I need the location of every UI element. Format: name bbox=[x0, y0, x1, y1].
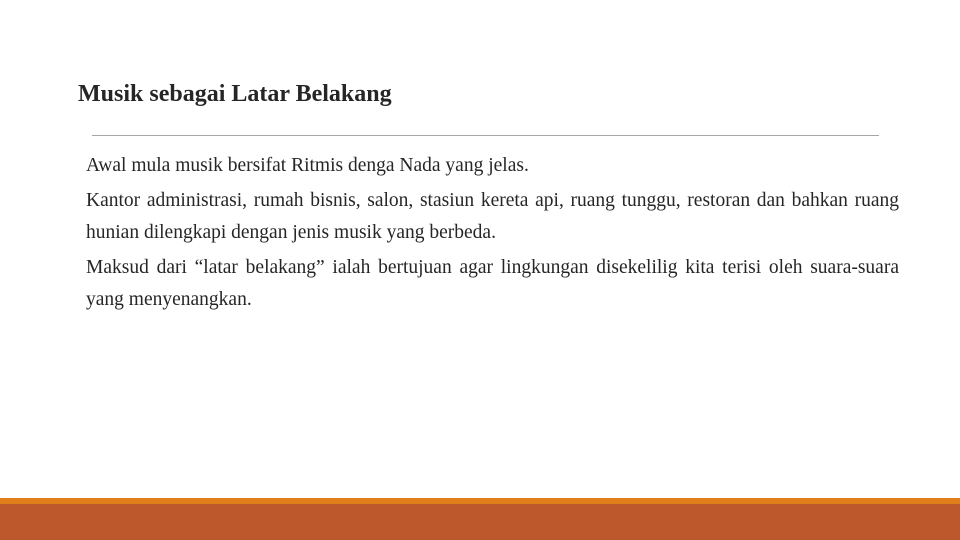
slide-title: Musik sebagai Latar Belakang bbox=[78, 81, 392, 107]
body-paragraph-2: Kantor administrasi, rumah bisnis, salon, stasiun kereta api, ruang tunggu, restoran dan bahkan ruang hunian dilengkapi dengan jenis musik yang berbeda. bbox=[86, 190, 899, 243]
slide-body bbox=[86, 150, 899, 319]
title-divider bbox=[92, 135, 879, 136]
footer-accent-band-thick bbox=[0, 504, 960, 540]
body-paragraph-1: Awal mula musik bersifat Ritmis denga Nada yang jelas. bbox=[86, 155, 529, 176]
body-paragraph-3: Maksud dari “latar belakang” ialah bertujuan agar lingkungan disekelilig kita terisi oleh suara-suara yang menyenangkan. bbox=[86, 257, 899, 310]
